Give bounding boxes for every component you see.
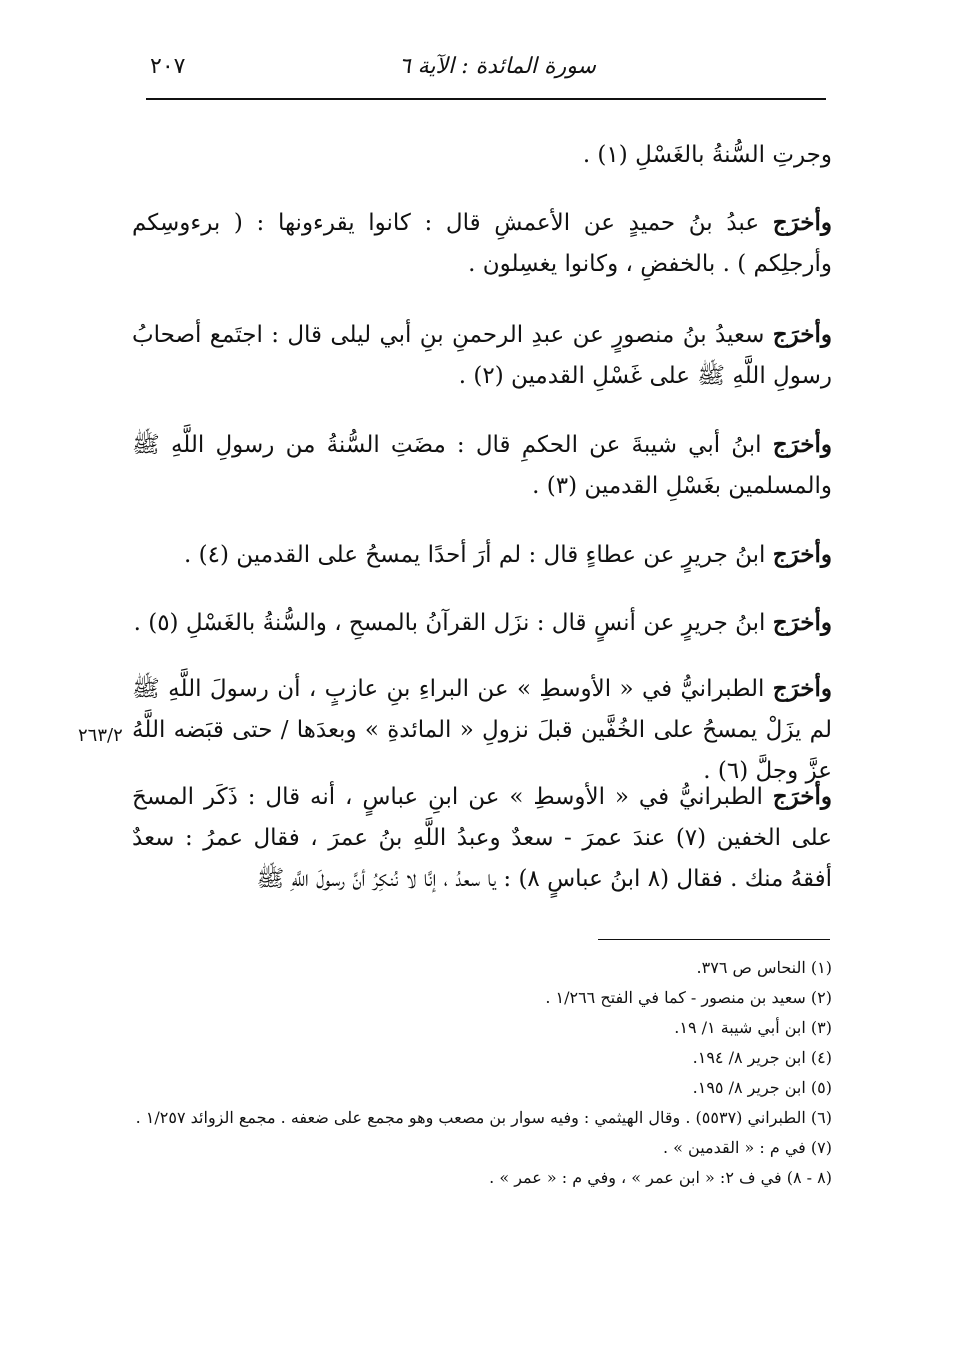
paragraph-lead: وأخرَج bbox=[772, 675, 832, 702]
footnote: (٧) في م : « القدمين » . bbox=[662, 1138, 832, 1157]
footnote: (٤) ابن جرير ٨/ ١٩٤. bbox=[692, 1048, 832, 1067]
paragraph-lead: وأخرَج bbox=[772, 541, 832, 568]
footnote: (٣) ابن أبي شيبة ١/ ١٩. bbox=[674, 1018, 832, 1037]
header-rule bbox=[146, 98, 826, 100]
margin-reference: ٢٦٣/٢ bbox=[78, 725, 123, 746]
page-header bbox=[150, 50, 826, 100]
paragraph: وأخرَج سعيدُ بنُ منصورٍ عن عبدِ الرحمنِ بنِ أبي ليلى قال : اجتَمع أصحابُ رسولِ اللَّهِ ﷺ على غَسْلِ القدمين (٢) . bbox=[132, 321, 832, 389]
paragraph-lead: وأخرَج bbox=[772, 609, 832, 636]
paragraph-lead: وأخرَج bbox=[772, 209, 832, 236]
page-number: ٢٠٧ bbox=[150, 54, 186, 79]
paragraph-lead: وأخرَج bbox=[772, 783, 832, 810]
paragraph-lead: وأخرَج bbox=[772, 321, 832, 348]
footnotes bbox=[132, 953, 832, 1193]
footnote: (٥) ابن جرير ٨/ ١٩٥. bbox=[692, 1078, 832, 1097]
paragraph: وأخرَج الطبرانيُّ في « الأوسطِ » عن البراءِ بنِ عازبٍ ، أن رسولَ اللَّهِ ﷺ لم يزَلْ يمسحُ على الخُفَّين قبلَ نزولِ « المائدةِ » وبعدَها / حتى قبَضه اللَّهُ عزَّ وجلَّ (٦) . bbox=[132, 675, 832, 784]
main-text bbox=[132, 128, 832, 928]
running-head: سورة المائدة : الآية ٦ bbox=[398, 54, 596, 79]
paragraph: وأخرَج الطبرانيُّ في « الأوسطِ » عن ابنِ عباسٍ ، أنه قال : ذَكَر المسحَ على الخفين (٧) عندَ عمرَ - سعدٌ وعبدُ اللَّهِ بنُ عمرَ ، فقال عمرُ : سعدٌ أفقهُ منك . فقال (٨ ابنُ عباسٍ ٨) : يا سعدُ ، إنَّا لا نُنكِرُ أنَّ رسولَ اللَّهِ ﷺ bbox=[132, 783, 832, 892]
paragraph: وأخرَج ابنُ أبي شيبةَ عن الحكمِ قال : مضَتِ السُّنةُ من رسولِ اللَّهِ ﷺ والمسلمين بغَسْلِ القدمين (٣) . bbox=[132, 431, 832, 499]
paragraph: وجرتِ السُّنةُ بالغَسْلِ (١) . bbox=[582, 142, 832, 168]
paragraph: وأخرَج عبدُ بنُ حميدٍ عن الأعمشِ قال : كانوا يقرءونها : ( برءوسِكم وأرجلِكم ) . بالخفضِ ، وكانوا يغسِلون . bbox=[132, 209, 832, 277]
paragraph: وأخرَج ابنُ جريرٍ عن عطاءٍ قال : لم أرَ أحدًا يمسحُ على القدمين (٤) . bbox=[184, 541, 832, 568]
footnote: (١) النحاس ص ٣٧٦. bbox=[696, 958, 832, 977]
footnote: (٨ - ٨) في ف ٢: « ابن عمر » ، وفي م : « عمر » . bbox=[489, 1168, 832, 1187]
paragraph: وأخرَج ابنُ جريرٍ عن أنسٍ قال : نزَل القرآنُ بالمسحِ ، والسُّنةُ بالغَسْلِ (٥) . bbox=[133, 609, 832, 636]
footnote: (٢) سعيد بن منصور - كما في الفتح ١/٢٦٦ . bbox=[545, 988, 832, 1007]
paragraph-lead: وأخرَج bbox=[772, 431, 832, 458]
footnote-rule bbox=[598, 939, 830, 940]
footnote: (٦) الطبراني (٥٥٣٧) . وقال الهيثمي : وفيه سوار بن مصعب وهو مجمع على ضعفه . مجمع الزوائد ١/٢٥٧ . bbox=[135, 1108, 832, 1127]
